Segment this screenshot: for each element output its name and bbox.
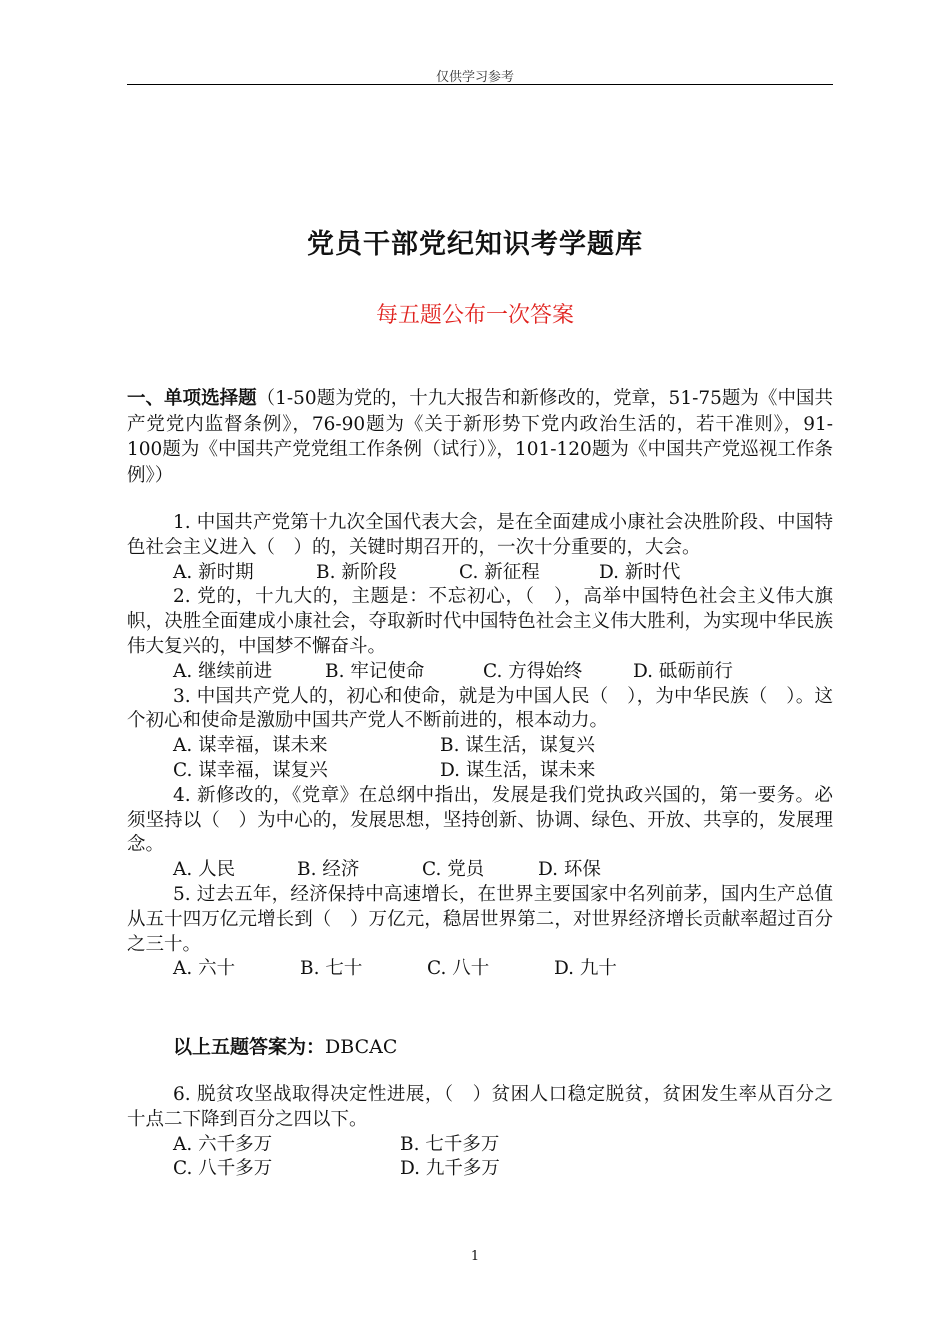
option: B. 新阶段	[316, 561, 397, 583]
question-2-options	[173, 660, 833, 685]
option: D. 九十	[554, 958, 617, 980]
option: D. 谋生活，谋未来	[440, 759, 596, 781]
option: D. 新时代	[599, 561, 681, 583]
option: B. 七十	[300, 958, 363, 980]
question-block-1-5	[127, 511, 833, 982]
option: C. 新征程	[459, 561, 540, 583]
question-6-options-row2	[173, 1157, 833, 1182]
option: D. 环保	[538, 859, 601, 881]
section-label: 一、单项选择题	[127, 388, 257, 409]
answer-code: DBCAC	[325, 1036, 398, 1058]
header-divider	[127, 84, 833, 85]
answer-label: 以上五题答案为：	[173, 1036, 326, 1058]
question-block-6	[127, 1083, 833, 1182]
question-6-text: 6. 脱贫攻坚战取得决定性进展，（ ）贫困人口稳定脱贫，贫困发生率从百分之十点二下降到百分之四以下。	[127, 1084, 833, 1130]
question-3-text: 3. 中国共产党人的，初心和使命，就是为中国人民（ ），为中华民族（ ）。这个初心和使命是激励中国共产党人不断前进的，根本动力。	[127, 685, 833, 732]
question-1-options	[173, 561, 833, 586]
question-2-text: 2. 党的，十九大的，主题是：不忘初心，（ ），高举中国特色社会主义伟大旗帜，决胜全面建成小康社会，夺取新时代中国特色社会主义伟大胜利，为实现中华民族伟大复兴的，中国梦不懈奋斗。	[127, 586, 833, 657]
question-5-text: 5. 过去五年，经济保持中高速增长，在世界主要国家中名列前茅，国内生产总值从五十四万亿元增长到（ ）万亿元，稳居世界第二，对世界经济增长贡献率超过百分之三十。	[127, 883, 833, 955]
question-5-options	[173, 957, 833, 982]
question-3-options-row2	[173, 759, 833, 784]
option: A. 六十	[173, 958, 236, 980]
option: B. 七千多万	[400, 1133, 500, 1155]
question-1-text: 1. 中国共产党第十九次全国代表大会，是在全面建成小康社会决胜阶段、中国特色社会主义进入（ ）的，关键时期召开的，一次十分重要的，大会。	[127, 512, 833, 558]
option: B. 谋生活，谋复兴	[440, 735, 595, 757]
option: A. 人民	[173, 859, 236, 881]
option: C. 八千多万	[173, 1158, 273, 1180]
option: A. 新时期	[173, 561, 254, 583]
option: C. 党员	[422, 859, 485, 881]
option: D. 九千多万	[400, 1158, 500, 1180]
document-title: 党员干部党纪知识考学题库	[307, 229, 643, 260]
section-heading	[127, 386, 833, 488]
page-header: 仅供学习参考	[435, 70, 514, 85]
option: B. 经济	[297, 859, 360, 881]
option: B. 牢记使命	[325, 660, 425, 682]
option: C. 方得始终	[483, 660, 583, 682]
document-subtitle: 每五题公布一次答案	[375, 303, 574, 328]
question-4-options	[173, 858, 833, 883]
question-3-options-row1	[173, 734, 833, 759]
page-number: 1	[470, 1249, 480, 1264]
answer-key	[173, 1032, 397, 1059]
option: C. 谋幸福，谋复兴	[173, 759, 328, 781]
option: C. 八十	[427, 958, 490, 980]
question-4-text: 4. 新修改的，《党章》在总纲中指出，发展是我们党执政兴国的，第一要务。必须坚持以（ ）为中心的，发展思想，坚持创新、协调、绿色、开放、共享的，发展理念。	[127, 784, 833, 856]
option: A. 六千多万	[173, 1133, 273, 1155]
section-note: （1-50题为党的，十九大报告和新修改的，党章，51-75题为《中国共产党党内监督条例》，76-90题为《关于新形势下党内政治生活的，若干准则》，91-100题为《中国共产党党组工作条例（试行）》，101-120题为《中国共产党巡视工作条例》）	[127, 388, 833, 486]
option: D. 砥砺前行	[633, 660, 733, 682]
question-6-options-row1	[173, 1133, 833, 1158]
option: A. 继续前进	[173, 660, 273, 682]
option: A. 谋幸福，谋未来	[173, 735, 328, 757]
